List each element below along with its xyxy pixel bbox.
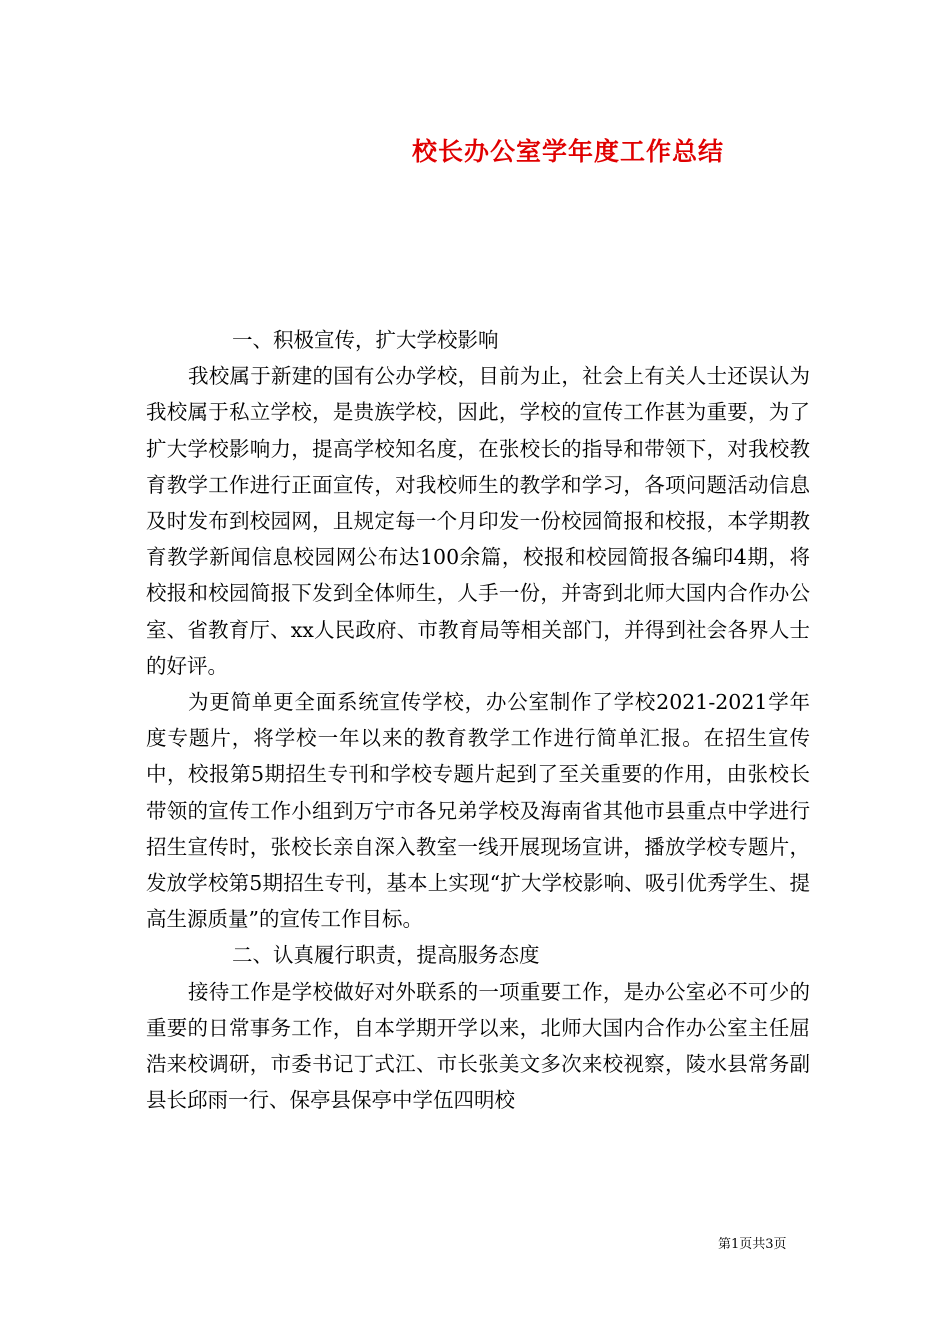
page-number-footer: 第1页共3页 (718, 1237, 787, 1252)
section-heading-2: 二、认真履行职责，提高服务态度 (232, 943, 540, 968)
document-body (146, 322, 810, 1118)
section-heading-1: 一、积极宣传，扩大学校影响 (232, 328, 499, 352)
paragraph-1: 我校属于新建的国有公办学校，目前为止，社会上有关人士还误认为我校属于私立学校，是贵族学校，因此，学校的宣传工作甚为重要，为了扩大学校影响力，提高学校知名度，在张校长的指导和带领下，对我校教育教学工作进行正面宣传，对我校师生的教学和学习，各项问题活动信息及时发布到校园网，且规定每一个月印发一份校园简报和校报，本学期教育教学新闻信息校园网公布达100余篇，校报和校园简报各编印4期，将校报和校园简报下发到全体师生，人手一份，并寄到北师大国内合作办公室、省教育厅、xx人民政府、市教育局等相关部门，并得到社会各界人士的好评。 (146, 364, 810, 678)
paragraph-3: 接待工作是学校做好对外联系的一项重要工作，是办公室必不可少的重要的日常事务工作，自本学期开学以来，北师大国内合作办公室主任屈浩来校调研，市委书记丁式江、市长张美文多次来校视察，陵水县常务副县长邱雨一行、保亭县保亭中学伍四明校 (146, 979, 810, 1113)
document-title: 校长办公室学年度工作总结 (412, 137, 725, 166)
paragraph-2: 为更简单更全面系统宣传学校，办公室制作了学校2021-2021学年度专题片，将学校一年以来的教育教学工作进行简单汇报。在招生宣传中，校报第5期招生专刊和学校专题片起到了至关重要的作用，由张校长带领的宣传工作小组到万宁市各兄弟学校及海南省其他市县重点中学进行招生宣传时，张校长亲自深入教室一线开展现场宣讲，播放学校专题片，发放学校第5期招生专刊，基本上实现“扩大学校影响、吸引优秀学生、提高生源质量”的宣传工作目标。 (146, 690, 810, 932)
